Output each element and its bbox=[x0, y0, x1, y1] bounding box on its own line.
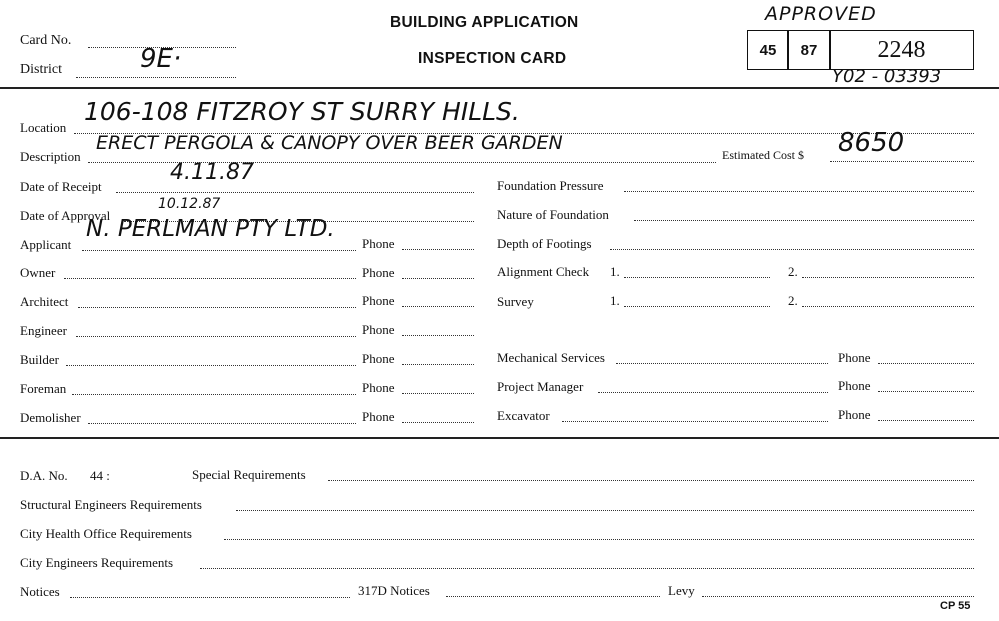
applicant-label: Applicant bbox=[20, 237, 72, 252]
notices-317d-label: 317D Notices bbox=[358, 583, 430, 598]
estimated-cost-value[interactable]: 8650 bbox=[838, 128, 905, 158]
excavator-phone-dots bbox=[878, 420, 974, 421]
form-code: CP 55 bbox=[940, 600, 971, 612]
levy-dots bbox=[702, 596, 974, 597]
survey-dots-1 bbox=[624, 306, 770, 307]
owner-phone-label: Phone bbox=[362, 265, 395, 280]
estimated-cost-label: Estimated Cost $ bbox=[722, 148, 804, 162]
alignment-label: Alignment Check bbox=[497, 264, 590, 279]
notices-label: Notices bbox=[20, 584, 60, 599]
levy-label: Levy bbox=[668, 583, 695, 598]
architect-dots bbox=[78, 307, 356, 308]
applicant-value[interactable]: N. PERLMAN PTY LTD. bbox=[86, 216, 335, 242]
excavator-dots bbox=[562, 421, 828, 422]
depth-footings-label: Depth of Footings bbox=[497, 236, 592, 251]
excavator-label: Excavator bbox=[497, 408, 550, 423]
engineer-label: Engineer bbox=[20, 323, 67, 338]
special-dots bbox=[328, 480, 974, 481]
project-manager-dots bbox=[598, 392, 828, 393]
depth-footings-dots bbox=[610, 249, 974, 250]
owner-dots bbox=[64, 278, 356, 279]
alignment-num-2: 2. bbox=[788, 264, 798, 279]
architect-label: Architect bbox=[20, 294, 69, 309]
foreman-label: Foreman bbox=[20, 381, 67, 396]
survey-num-2: 2. bbox=[788, 293, 798, 308]
receipt-label: Date of Receipt bbox=[20, 179, 102, 194]
structural-dots bbox=[236, 510, 974, 511]
da-value: 44 : bbox=[90, 468, 110, 483]
health-label: City Health Office Requirements bbox=[20, 526, 192, 541]
mechanical-label: Mechanical Services bbox=[497, 350, 605, 365]
approval-label: Date of Approval bbox=[20, 208, 111, 223]
city-eng-label: City Engineers Requirements bbox=[20, 555, 174, 570]
builder-phone-dots bbox=[402, 364, 474, 365]
architect-phone-dots bbox=[402, 306, 474, 307]
receipt-value[interactable]: 4.11.87 bbox=[170, 160, 254, 185]
city-eng-dots bbox=[200, 568, 974, 569]
alignment-dots-1 bbox=[624, 277, 770, 278]
owner-label: Owner bbox=[20, 265, 56, 280]
architect-phone-label: Phone bbox=[362, 293, 395, 308]
foreman-phone-dots bbox=[402, 393, 474, 394]
middle-rule bbox=[0, 437, 999, 439]
engineer-phone-label: Phone bbox=[362, 322, 395, 337]
description-value[interactable]: ERECT PERGOLA & CANOPY OVER BEER GARDEN bbox=[96, 132, 563, 154]
builder-phone-label: Phone bbox=[362, 351, 395, 366]
mechanical-dots bbox=[616, 363, 828, 364]
project-manager-label: Project Manager bbox=[497, 379, 584, 394]
nature-foundation-dots bbox=[634, 220, 974, 221]
notices-dots bbox=[70, 597, 350, 598]
box-45: 45 bbox=[747, 30, 789, 70]
title-line-2: INSPECTION CARD bbox=[418, 50, 567, 67]
district-dots bbox=[76, 77, 236, 78]
box-87: 87 bbox=[787, 30, 831, 70]
estimated-cost-dots bbox=[830, 161, 974, 162]
health-dots bbox=[224, 539, 974, 540]
demolisher-label: Demolisher bbox=[20, 410, 81, 425]
foreman-dots bbox=[72, 394, 356, 395]
applicant-dots bbox=[82, 250, 356, 251]
mechanical-phone-dots bbox=[878, 363, 974, 364]
special-label: Special Requirements bbox=[192, 467, 306, 482]
description-label: Description bbox=[20, 149, 81, 164]
district-label: District bbox=[20, 62, 62, 77]
title-line-1: BUILDING APPLICATION bbox=[390, 14, 579, 31]
alignment-dots-2 bbox=[802, 277, 974, 278]
engineer-dots bbox=[76, 336, 356, 337]
card-number-box: 2248 bbox=[829, 30, 974, 70]
alignment-num-1: 1. bbox=[610, 264, 620, 279]
notices-317d-dots bbox=[446, 596, 660, 597]
reference-note: Y02 - 03393 bbox=[832, 66, 942, 87]
excavator-phone-label: Phone bbox=[838, 407, 871, 422]
approval-value[interactable]: 10.12.87 bbox=[158, 196, 221, 212]
project-manager-phone-label: Phone bbox=[838, 378, 871, 393]
applicant-phone-dots bbox=[402, 249, 474, 250]
applicant-phone-label: Phone bbox=[362, 236, 395, 251]
district-value[interactable]: 9E· bbox=[140, 44, 182, 74]
demolisher-phone-label: Phone bbox=[362, 409, 395, 424]
structural-label: Structural Engineers Requirements bbox=[20, 497, 202, 512]
demolisher-dots bbox=[88, 423, 356, 424]
survey-dots-2 bbox=[802, 306, 974, 307]
project-manager-phone-dots bbox=[878, 391, 974, 392]
builder-dots bbox=[66, 365, 356, 366]
survey-num-1: 1. bbox=[610, 293, 620, 308]
approved-note: APPROVED bbox=[765, 3, 877, 25]
foundation-pressure-dots bbox=[624, 191, 974, 192]
location-label: Location bbox=[20, 120, 67, 135]
builder-label: Builder bbox=[20, 352, 59, 367]
location-value[interactable]: 106-108 FITZROY ST SURRY HILLS. bbox=[84, 97, 520, 126]
da-label: D.A. No. bbox=[20, 468, 68, 483]
receipt-dots bbox=[116, 192, 474, 193]
survey-label: Survey bbox=[497, 294, 534, 309]
header-rule bbox=[0, 87, 999, 89]
mechanical-phone-label: Phone bbox=[838, 350, 871, 365]
demolisher-phone-dots bbox=[402, 422, 474, 423]
engineer-phone-dots bbox=[402, 335, 474, 336]
nature-foundation-label: Nature of Foundation bbox=[497, 207, 609, 222]
foreman-phone-label: Phone bbox=[362, 380, 395, 395]
foundation-pressure-label: Foundation Pressure bbox=[497, 178, 604, 193]
card-no-label: Card No. bbox=[20, 33, 72, 48]
owner-phone-dots bbox=[402, 278, 474, 279]
